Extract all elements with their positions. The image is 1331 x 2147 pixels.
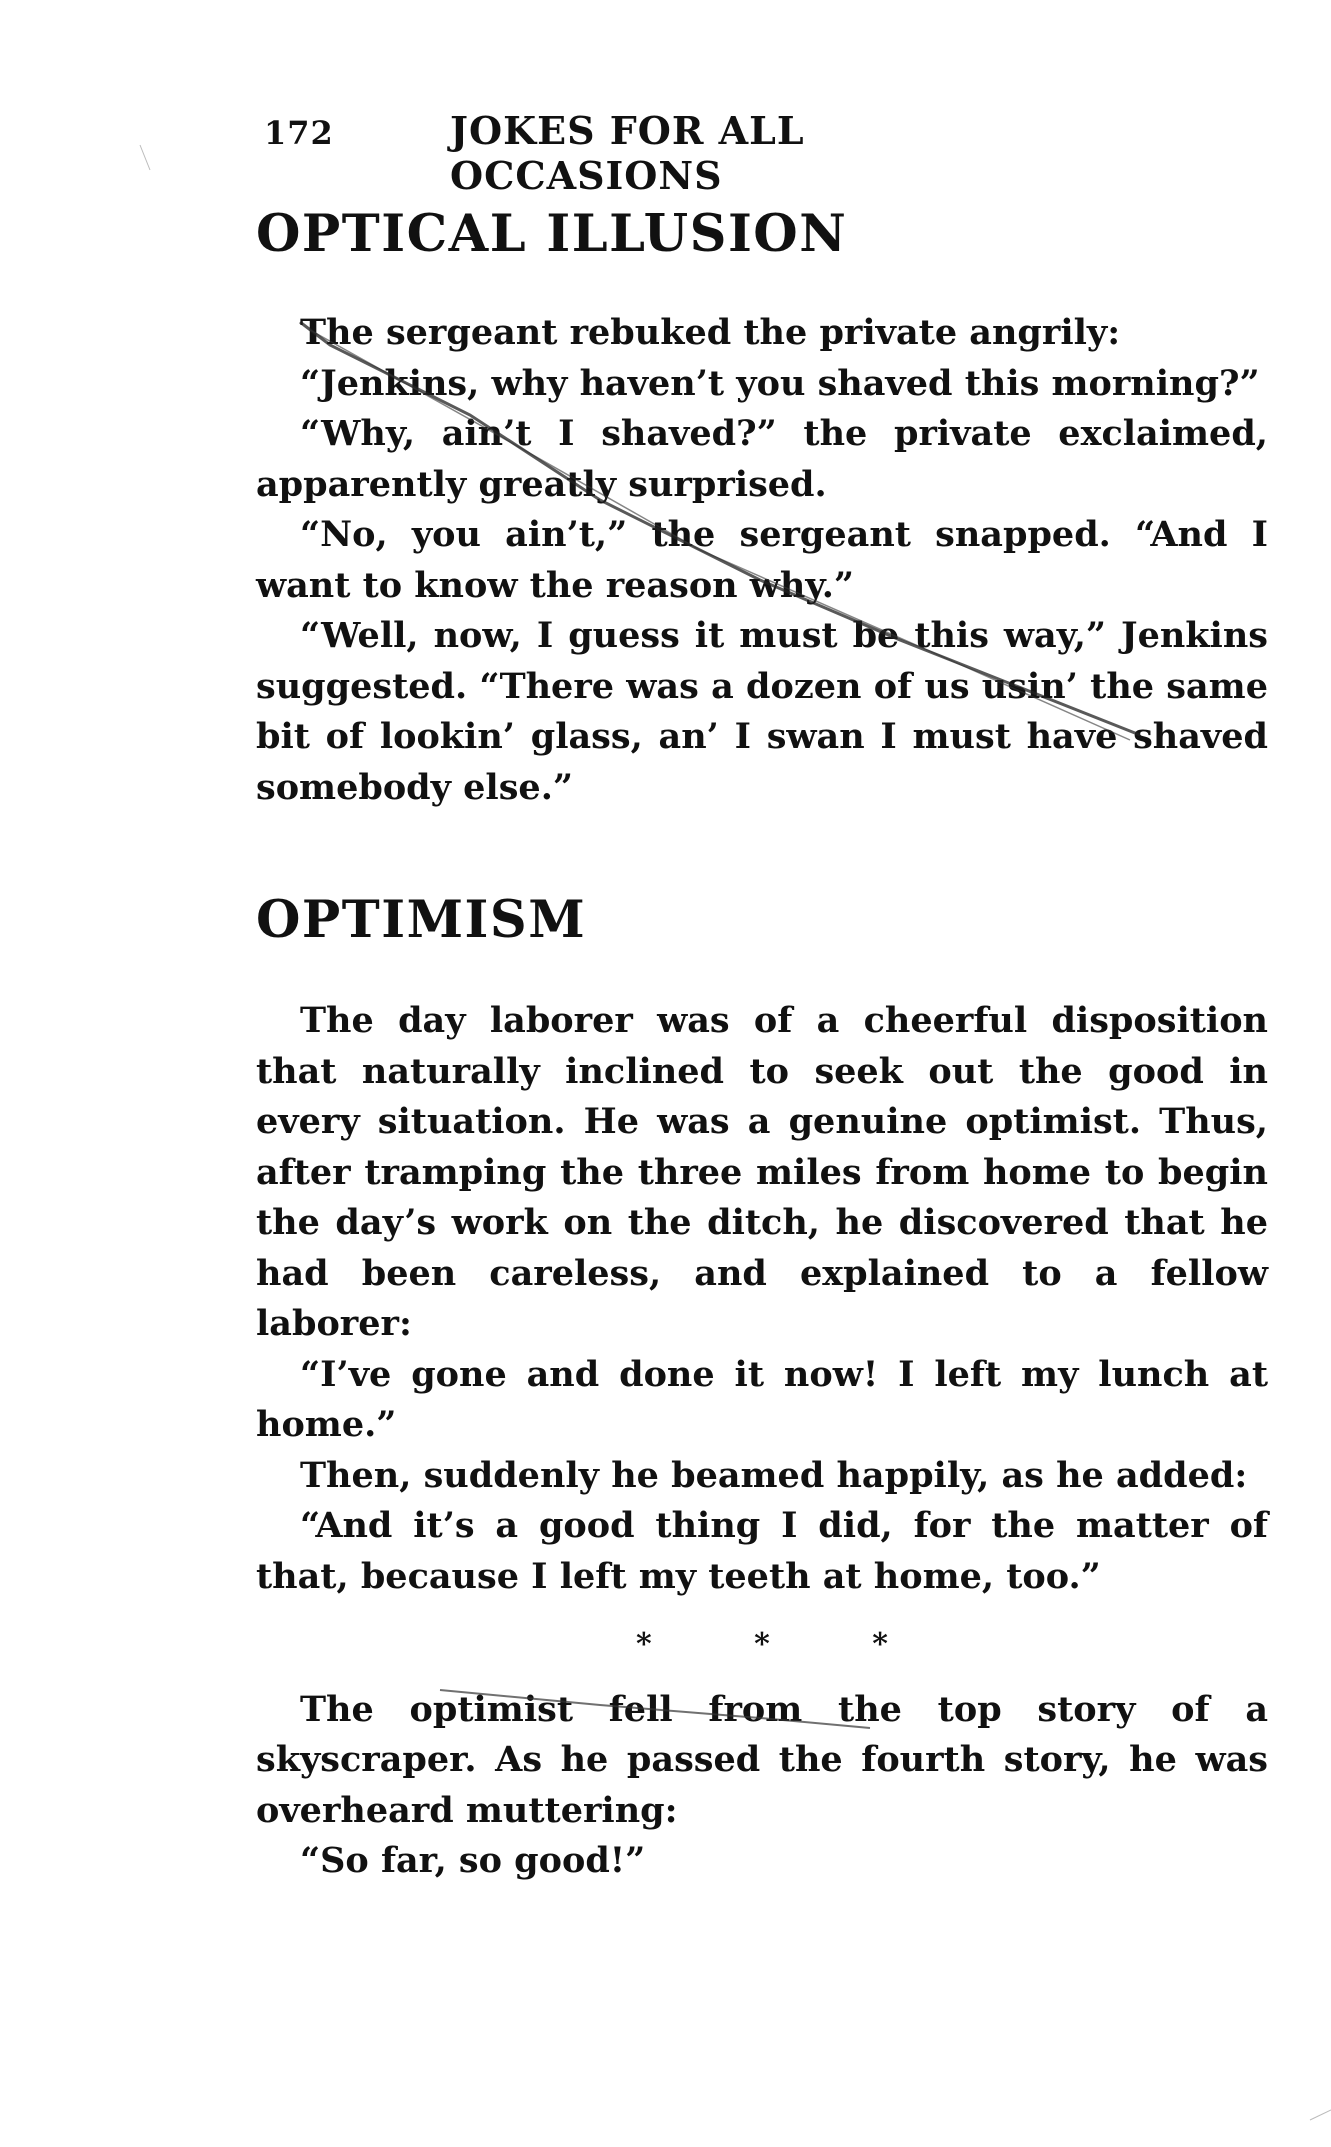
paragraph: “Jenkins, why haven’t you shaved this morning?”: [300, 362, 1260, 404]
paragraph: “No, you ain’t,” the sergeant snapped. “And I want to know the reason why.”: [256, 514, 1268, 606]
paragraph: The sergeant rebuked the private angrily:: [300, 312, 1121, 353]
paragraph: Then, suddenly he beamed happily, as he added:: [300, 1454, 1248, 1496]
paragraph: The optimist fell from the top story of a skyscraper. As he passed the fourth story, he was overheard muttering:: [256, 1688, 1268, 1831]
paragraph: “Well, now, I guess it must be this way,” Jenkins suggested. “There was a dozen of us usin’ the same bit of lookin’ glass, an’ I swan I must have shaved somebody else.”: [256, 615, 1268, 808]
section-body-optimism: [256, 996, 1268, 1887]
running-head: [256, 108, 1086, 198]
running-title: JOKES FOR ALL OCCASIONS: [450, 108, 805, 198]
section-separator: * * *: [636, 1627, 934, 1662]
paragraph: The day laborer was of a cheerful disposition that naturally inclined to seek out the good in every situation. He was a genuine optimist. Thus, after tramping the three miles from home to begin the day’s work on the ditch, he discovered that he had been careless, and explained to a fellow laborer:: [256, 1000, 1268, 1344]
page-number: 172: [264, 114, 334, 152]
paragraph: “I’ve gone and done it now! I left my lunch at home.”: [256, 1353, 1268, 1445]
section-body-optical-illusion: [256, 308, 1268, 813]
paragraph: “And it’s a good thing I did, for the matter of that, because I left my teeth at home, too.”: [256, 1505, 1268, 1597]
paragraph: “So far, so good!”: [300, 1840, 646, 1881]
section-title-optical-illusion: OPTICAL ILLUSION: [256, 204, 848, 264]
section-title-optimism: OPTIMISM: [256, 890, 587, 950]
paragraph: “Why, ain’t I shaved?” the private exclaimed, apparently greatly surprised.: [256, 413, 1268, 505]
